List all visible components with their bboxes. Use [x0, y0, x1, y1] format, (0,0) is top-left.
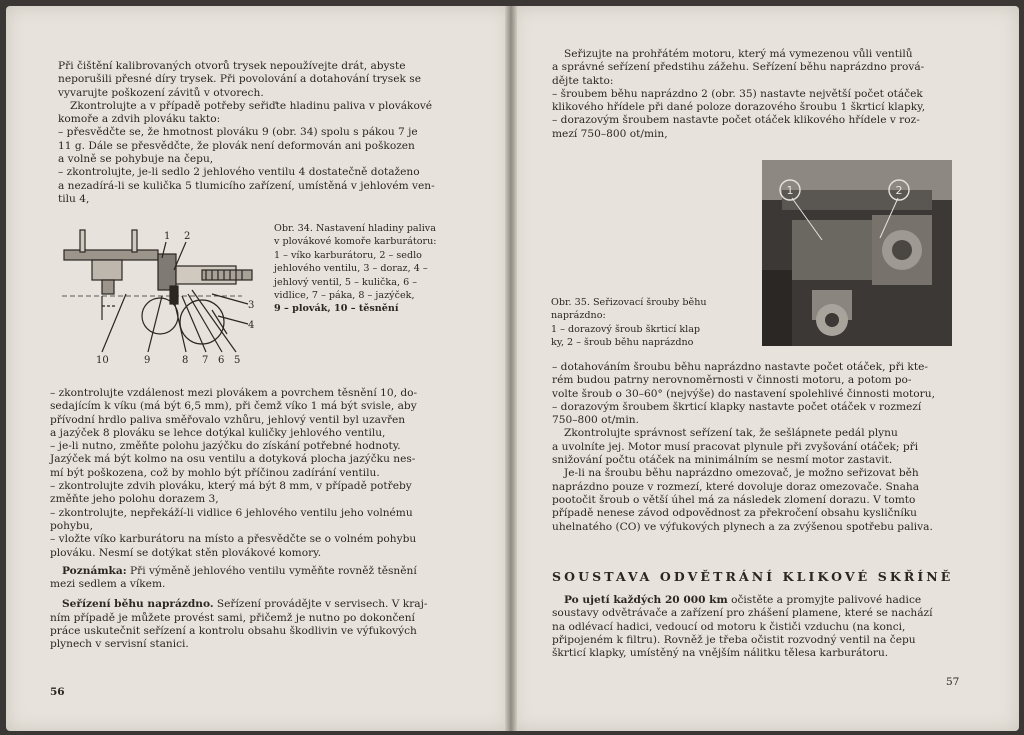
idle-heading: Seřízení běhu naprázdno.: [62, 598, 214, 611]
section-lead: Po ujetí každých 20 000 km: [564, 594, 728, 606]
text-line: plynech v servisní stanici.: [50, 638, 189, 651]
text-line: – šroubem běhu naprázdno 2 (obr. 35) nastavte největší počet otáček: [552, 87, 923, 100]
text-line: rém budou patrny nerovnoměrnosti v činnosti motoru, a potom po-: [552, 374, 912, 387]
text-line: a uvolníte jej. Motor musí pracovat plynule při zvyšování otáček; při: [552, 440, 919, 453]
diagram-label: 6: [218, 355, 225, 366]
caption-line: jehlový ventil, 5 – kulička, 6 –: [274, 276, 418, 288]
idle-screws-photo: [762, 160, 952, 346]
note-paragraph: [50, 565, 460, 578]
text-line: naprázdno pouze v rozmezí, které dovoluje doraz omezovače. Snaha: [552, 480, 920, 493]
text-line: Jazýček má být kolmo na osu ventilu a dotyková plocha jazýčku nes-: [50, 453, 416, 466]
note-label: Poznámka:: [62, 564, 127, 577]
text-line: mezi sedlem a víkem.: [50, 578, 166, 591]
text-line: vyvarujte poškození závitů v otvorech.: [58, 86, 264, 99]
text-line: a jazýček 8 plováku se lehce dotýkal kuličky jehlového ventilu,: [50, 426, 386, 439]
figure-34-caption: [274, 222, 464, 316]
text-line: tilu 4,: [58, 192, 90, 205]
text-line: přívodní hrdlo paliva směřovalo vzhůru, jehlový ventil byl uzavřen: [50, 413, 406, 426]
text-line: uhelnatého (CO) ve výfukových plynech a za zvýšenou spotřebu paliva.: [552, 520, 933, 533]
text-line: očistěte a promyjte palivové hadice: [727, 594, 922, 606]
text-line: plováku. Nesmí se dotýkat stěn plovákové komory.: [50, 546, 322, 559]
diagram-label: 3: [248, 300, 255, 311]
text-line: sedajícím k víku (má být 6,5 mm), při čemž víko 1 má být svisle, aby: [50, 400, 417, 413]
text-line: – zkontrolujte, nepřekáží-li vidlice 6 jehlového ventilu jeho volnému: [50, 506, 413, 519]
idle-paragraph: [50, 598, 460, 611]
caption-line: jehlového ventilu, 3 – doraz, 4 –: [274, 263, 428, 275]
text-line: volte šroub o 30–60° (nejvýše) do nastavení spolehlivé činnosti motoru,: [552, 387, 935, 400]
left-top-text: [58, 60, 458, 206]
text-line: mí být poškozena, což by mohlo být příčinou zadírání ventilu.: [50, 466, 380, 479]
text-line: Při výměně jehlového ventilu vyměňte rovněž těsnění: [126, 564, 417, 577]
diagram-label: 1: [164, 231, 171, 242]
text-line: škrticí klapky, umístěný na vnějším nálitku tělesa karburátoru.: [552, 647, 889, 660]
diagram-label: 5: [234, 355, 241, 366]
caption-line: v plovákové komoře karburátoru:: [274, 236, 437, 248]
text-line: – dorazovým šroubem škrticí klapky nastavte počet otáček v rozmezí: [552, 400, 922, 413]
text-line: Zkontrolujte a v případě potřeby seřiďte hladinu paliva v plovákové: [70, 99, 433, 112]
caption-line: 1 – víko karburátoru, 2 – sedlo: [274, 249, 422, 261]
text-line: – je-li nutno, změňte polohu jazýčku do získání potřebné hodnoty.: [50, 440, 401, 453]
text-line: – dorazovým šroubem nastavte počet otáček klikového hřídele v roz-: [552, 114, 920, 127]
text-line: – zkontrolujte, je-li sedlo 2 jehlového ventilu 4 dostatečně dotaženo: [58, 166, 420, 179]
caption-line: Obr. 34. Nastavení hladiny paliva: [274, 223, 436, 234]
figure-35-caption: [551, 296, 751, 350]
page-number-right: 57: [946, 676, 960, 688]
text-line: změňte jeho polohu dorazem 3,: [50, 493, 219, 506]
right-top-text: [552, 48, 972, 141]
text-line: – přesvědčte se, že hmotnost plováku 9 (obr. 34) spolu s pákou 7 je: [58, 126, 418, 139]
diagram-label: 4: [248, 320, 255, 331]
text-line: – vložte víko karburátoru na místo a přesvědčte se o volném pohybu: [50, 533, 417, 546]
text-line: snižování počtu otáček na minimálním se nesmí motor zastavit.: [552, 454, 893, 467]
right-bottom-text: [552, 594, 972, 660]
text-line: a volně se pohybuje na čepu,: [58, 153, 214, 166]
diagram-label: 7: [202, 355, 209, 366]
caption-line: naprázdno:: [551, 310, 606, 322]
text-line: dějte takto:: [552, 74, 614, 87]
caption-line: 9 – plovák, 10 – těsnění: [274, 303, 399, 315]
text-line: neporušili přesné díry trysek. Při povolování a dotahování trysek se: [58, 73, 421, 86]
caption-line: vidlice, 7 – páka, 8 – jazýček,: [274, 290, 415, 302]
diagram-label: 2: [184, 231, 191, 242]
section-heading: SOUSTAVA ODVĚTRÁNÍ KLIKOVÉ SKŘÍNĚ: [552, 569, 954, 584]
text-line: – dotahováním šroubu běhu naprázdno nastavte počet otáček, při kte-: [552, 361, 928, 373]
carburetor-float-diagram: [62, 224, 270, 366]
book-gutter: [505, 6, 517, 731]
text-line: soustavy odvětrávače a zařízení pro zhášení plamene, které se nachází: [552, 607, 933, 620]
text-line: případě nenese závod odpovědnost za překročení obsahu kysličníku: [552, 507, 917, 520]
diagram-label: 8: [182, 355, 189, 366]
text-line: Seřízení provádějte v servisech. V kraj-: [213, 598, 428, 611]
text-line: Zkontrolujte správnost seřízení tak, že sešlápnete pedál plynu: [564, 427, 898, 440]
caption-line: Obr. 35. Seřizovací šrouby běhu: [551, 297, 707, 308]
text-line: na odlévací hadici, vedoucí od motoru k čističi vzduchu (na konci,: [552, 620, 906, 633]
diagram-label: 9: [144, 355, 151, 366]
text-line: komoře a zdvih plováku takto:: [58, 113, 221, 126]
section-paragraph: [552, 594, 972, 607]
left-bottom-text: [50, 387, 460, 652]
text-line: klikového hřídele při dané poloze dorazového šroubu 1 škrticí klapky,: [552, 101, 926, 114]
diagram-label: 10: [96, 355, 109, 366]
text-line: Je-li na šroubu běhu naprázdno omezovač, je možno seřizovat běh: [564, 467, 919, 480]
page-number-left: 56: [50, 686, 65, 698]
text-line: 11 g. Dále se přesvědčte, že plovák není deformován ani poškozen: [58, 139, 415, 152]
text-line: Seřizujte na prohřátém motoru, který má vymezenou vůli ventilů: [564, 48, 913, 60]
text-line: Při čištění kalibrovaných otvorů trysek nepoužívejte drát, abyste: [58, 60, 406, 72]
text-line: 750–800 ot/min.: [552, 414, 639, 427]
text-line: práce uskutečnit seřízení a kontrolu obsahu škodlivin ve výfukových: [50, 625, 417, 638]
right-mid-text: [552, 361, 972, 534]
text-line: – zkontrolujte zdvih plováku, který má být 8 mm, v případě potřeby: [50, 480, 412, 493]
photo-label: 2: [895, 184, 903, 197]
text-line: pootočit šroub o větší úhel má za následek zlomení dorazu. V tomto: [552, 493, 916, 506]
text-line: připojeném k filtru). Rovněž je třeba očistit rozvodný ventil na čepu: [552, 633, 916, 646]
text-line: – zkontrolujte vzdálenost mezi plovákem a povrchem těsnění 10, do-: [50, 387, 418, 399]
text-line: mezí 750–800 ot/min,: [552, 127, 668, 140]
text-line: pohybu,: [50, 519, 93, 532]
caption-line: 1 – dorazový šroub škrticí klap: [551, 323, 701, 335]
text-line: ním případě je můžete provést sami, přičemž je nutno po dokončení: [50, 611, 415, 624]
caption-line: ky, 2 – šroub běhu naprázdno: [551, 337, 694, 349]
text-line: a správné seřízení předstihu zážehu. Seřízení běhu naprázdno prová-: [552, 61, 925, 74]
photo-label: 1: [786, 184, 794, 197]
text-line: a nezadírá-li se kulička 5 tlumicího zařízení, umístěná v jehlovém ven-: [58, 179, 435, 192]
